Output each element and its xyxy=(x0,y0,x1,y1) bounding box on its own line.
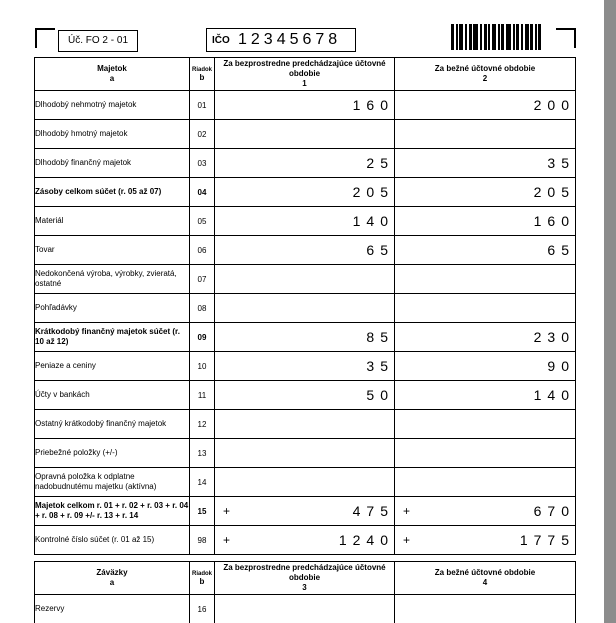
col-header-prev-period: Za bezprostredne predchádzajúce účtovné obdobie 3 xyxy=(215,562,395,595)
plus-sign: + xyxy=(403,504,411,518)
table-row xyxy=(35,91,576,120)
row-number: 11 xyxy=(190,381,215,410)
cell-value: 670 xyxy=(533,503,575,519)
value-curr-period[interactable] xyxy=(395,236,576,265)
assets-table xyxy=(34,57,576,555)
table-row xyxy=(35,595,576,623)
row-number: 98 xyxy=(190,526,215,555)
table-row xyxy=(35,439,576,468)
value-prev-period[interactable] xyxy=(215,410,395,439)
ico-label: IČO xyxy=(212,34,230,46)
table-row xyxy=(35,526,576,555)
value-curr-period[interactable] xyxy=(395,149,576,178)
table-row xyxy=(35,265,576,294)
value-curr-period[interactable] xyxy=(395,178,576,207)
col-header-prev-period: Za bezprostredne predchádzajúce účtovné obdobie 1 xyxy=(215,58,395,91)
value-prev-period[interactable] xyxy=(215,91,395,120)
table-row xyxy=(35,497,576,526)
table-row xyxy=(35,149,576,178)
row-label: Pohľadávky xyxy=(35,294,190,323)
row-number: 05 xyxy=(190,207,215,236)
table-row xyxy=(35,294,576,323)
row-number: 07 xyxy=(190,265,215,294)
row-number: 14 xyxy=(190,468,215,497)
row-number: 13 xyxy=(190,439,215,468)
value-curr-period[interactable] xyxy=(395,323,576,352)
cell-value: 50 xyxy=(366,387,394,403)
col-header-curr-period: Za bežné účtovné obdobie 2 xyxy=(395,58,576,91)
row-number: 02 xyxy=(190,120,215,149)
value-curr-period[interactable] xyxy=(395,381,576,410)
corner-mark-top-left xyxy=(35,28,55,48)
col-header-riadok: Riadok b xyxy=(190,562,215,595)
cell-value: 35 xyxy=(366,358,394,374)
form-code: Úč. FO 2 - 01 xyxy=(58,30,138,52)
value-curr-period[interactable] xyxy=(395,497,576,526)
cell-value: 85 xyxy=(366,329,394,345)
value-prev-period[interactable] xyxy=(215,265,395,294)
value-curr-period[interactable] xyxy=(395,352,576,381)
value-prev-period[interactable] xyxy=(215,178,395,207)
liabilities-table xyxy=(34,561,576,623)
value-curr-period[interactable] xyxy=(395,294,576,323)
value-curr-period[interactable] xyxy=(395,526,576,555)
cell-value: 205 xyxy=(352,184,394,200)
row-label: Dlhodobý nehmotný majetok xyxy=(35,91,190,120)
value-curr-period[interactable] xyxy=(395,468,576,497)
row-number: 08 xyxy=(190,294,215,323)
row-label: Kontrolné číslo súčet (r. 01 až 15) xyxy=(35,526,190,555)
ico-value: 12345678 xyxy=(238,31,342,48)
value-curr-period[interactable] xyxy=(395,207,576,236)
row-label: Ostatný krátkodobý finančný majetok xyxy=(35,410,190,439)
row-label: Priebežné položky (+/-) xyxy=(35,439,190,468)
row-label: Tovar xyxy=(35,236,190,265)
value-prev-period[interactable] xyxy=(215,323,395,352)
row-label: Účty v bankách xyxy=(35,381,190,410)
row-label: Dlhodobý finančný majetok xyxy=(35,149,190,178)
value-prev-period[interactable] xyxy=(215,595,395,623)
value-prev-period[interactable] xyxy=(215,352,395,381)
value-prev-period[interactable] xyxy=(215,207,395,236)
col-header-curr-period: Za bežné účtovné obdobie 4 xyxy=(395,562,576,595)
value-curr-period[interactable] xyxy=(395,595,576,623)
plus-sign: + xyxy=(223,504,231,518)
row-number: 10 xyxy=(190,352,215,381)
plus-sign: + xyxy=(223,533,231,547)
row-label: Majetok celkom r. 01 + r. 02 + r. 03 + r. 04 + r. 08 + r. 09 +/- r. 13 + r. 14 xyxy=(35,497,190,526)
value-curr-period[interactable] xyxy=(395,410,576,439)
row-number: 09 xyxy=(190,323,215,352)
value-curr-period[interactable] xyxy=(395,91,576,120)
row-label: Peniaze a ceniny xyxy=(35,352,190,381)
table-row xyxy=(35,236,576,265)
row-number: 16 xyxy=(190,595,215,623)
cell-value: 140 xyxy=(533,387,575,403)
row-number: 01 xyxy=(190,91,215,120)
cell-value: 25 xyxy=(366,155,394,171)
cell-value: 65 xyxy=(547,242,575,258)
value-prev-period[interactable] xyxy=(215,497,395,526)
row-number: 03 xyxy=(190,149,215,178)
col-header-zavazky: Záväzky a xyxy=(35,562,190,595)
value-prev-period[interactable] xyxy=(215,439,395,468)
plus-sign: + xyxy=(403,533,411,547)
ico-field[interactable] xyxy=(206,28,356,52)
cell-value: 1240 xyxy=(338,532,394,548)
table-row xyxy=(35,207,576,236)
value-prev-period[interactable] xyxy=(215,149,395,178)
value-curr-period[interactable] xyxy=(395,265,576,294)
cell-value: 205 xyxy=(533,184,575,200)
viewer-background xyxy=(604,0,616,623)
row-label: Krátkodobý finančný majetok súčet (r. 10 až 12) xyxy=(35,323,190,352)
row-label: Zásoby celkom súčet (r. 05 až 07) xyxy=(35,178,190,207)
table-row xyxy=(35,352,576,381)
cell-value: 475 xyxy=(352,503,394,519)
cell-value: 160 xyxy=(352,97,394,113)
cell-value: 200 xyxy=(533,97,575,113)
table-row xyxy=(35,410,576,439)
cell-value: 65 xyxy=(366,242,394,258)
col-header-riadok: Riadok b xyxy=(190,58,215,91)
row-number: 15 xyxy=(190,497,215,526)
value-curr-period[interactable] xyxy=(395,439,576,468)
table-row xyxy=(35,178,576,207)
table-row xyxy=(35,323,576,352)
cell-value: 35 xyxy=(547,155,575,171)
table-row xyxy=(35,120,576,149)
corner-mark-top-right xyxy=(556,28,576,48)
cell-value: 230 xyxy=(533,329,575,345)
row-number: 06 xyxy=(190,236,215,265)
barcode xyxy=(451,24,547,50)
table-row xyxy=(35,381,576,410)
value-prev-period[interactable] xyxy=(215,468,395,497)
row-label: Rezervy xyxy=(35,595,190,623)
row-label: Nedokončená výroba, výrobky, zvieratá, ostatné xyxy=(35,265,190,294)
cell-value: 1775 xyxy=(519,532,575,548)
table-row xyxy=(35,468,576,497)
row-number: 12 xyxy=(190,410,215,439)
value-prev-period[interactable] xyxy=(215,294,395,323)
row-label: Opravná položka k odplatne nadobudnutému majetku (aktívna) xyxy=(35,468,190,497)
col-header-majetok: Majetok a xyxy=(35,58,190,91)
cell-value: 140 xyxy=(352,213,394,229)
row-number: 04 xyxy=(190,178,215,207)
value-prev-period[interactable] xyxy=(215,120,395,149)
value-prev-period[interactable] xyxy=(215,526,395,555)
value-curr-period[interactable] xyxy=(395,120,576,149)
row-label: Materiál xyxy=(35,207,190,236)
cell-value: 160 xyxy=(533,213,575,229)
row-label: Dlhodobý hmotný majetok xyxy=(35,120,190,149)
cell-value: 90 xyxy=(547,358,575,374)
value-prev-period[interactable] xyxy=(215,381,395,410)
value-prev-period[interactable] xyxy=(215,236,395,265)
